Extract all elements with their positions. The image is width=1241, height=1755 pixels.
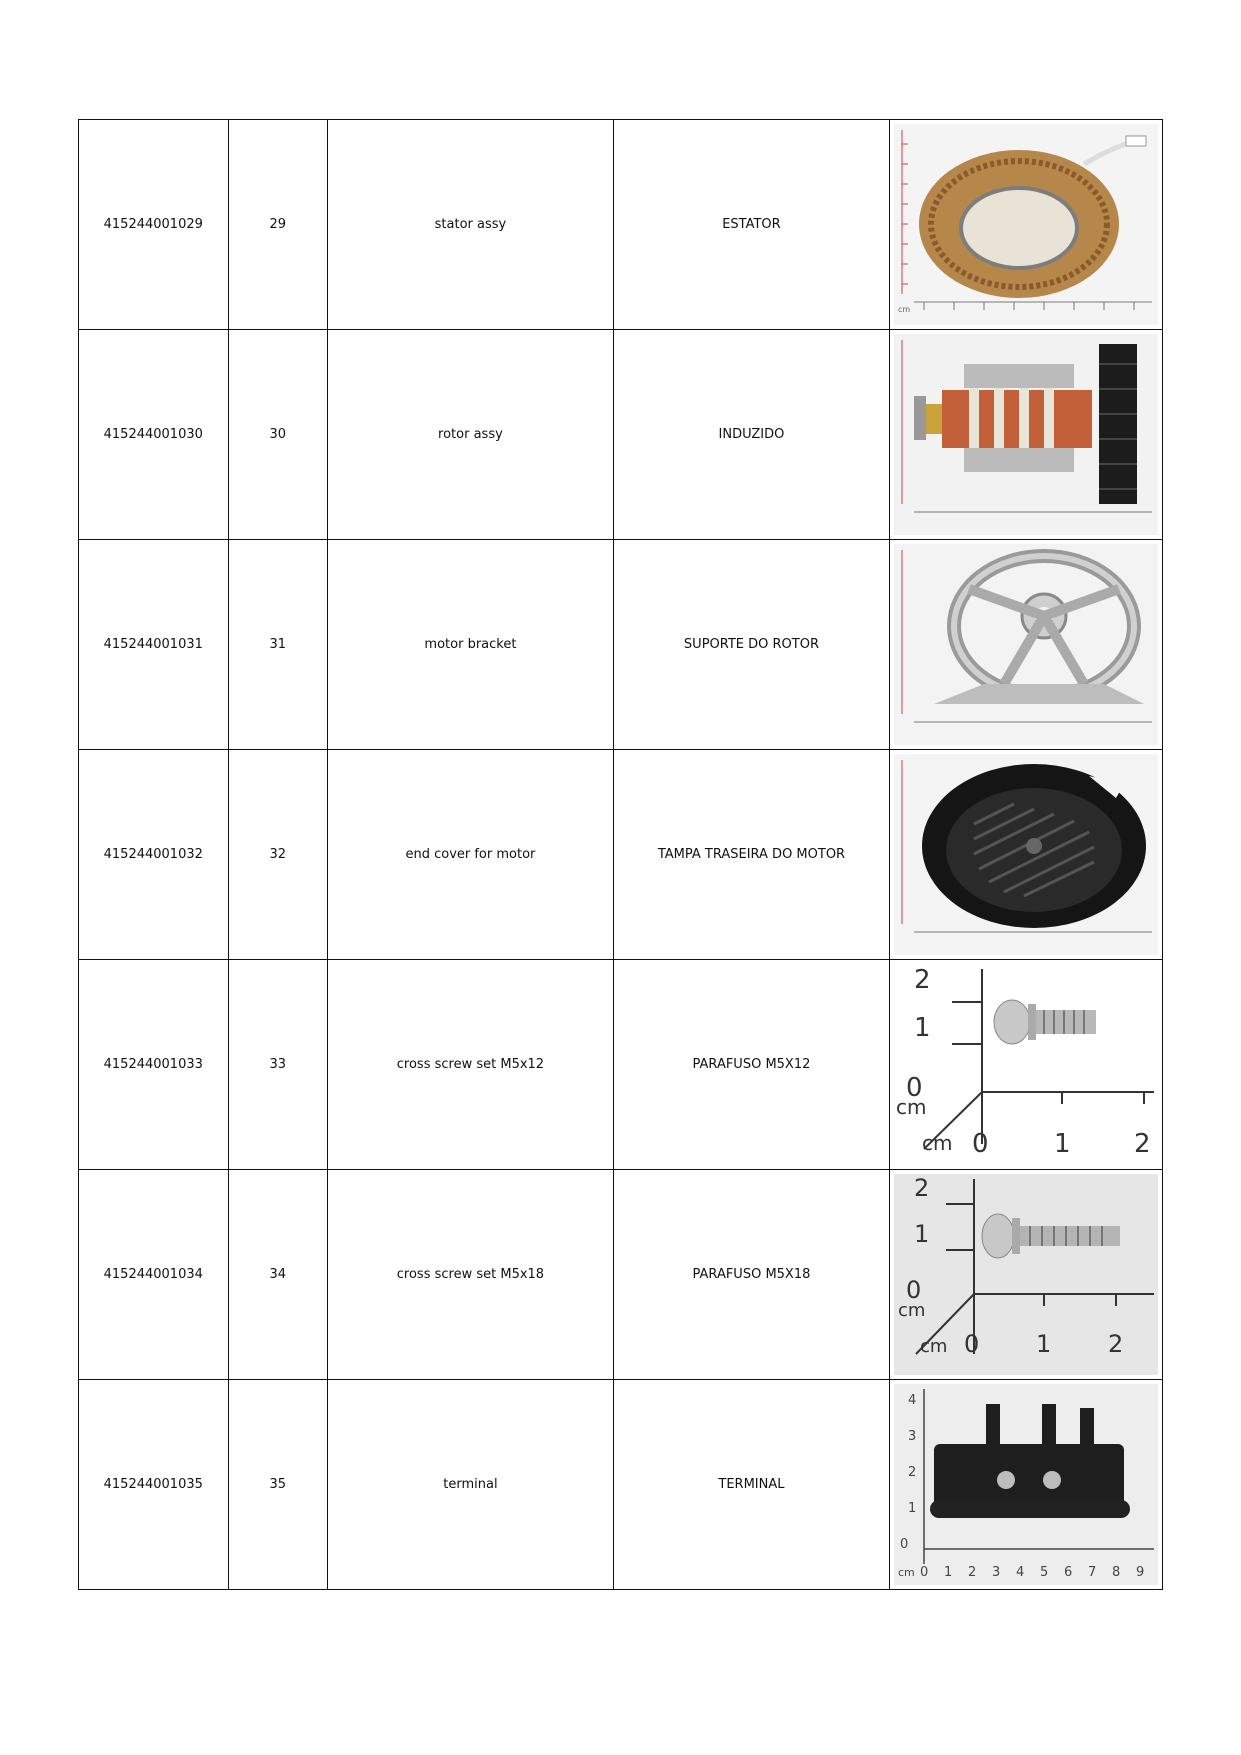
scale-bottom-8: 8 (1111, 1565, 1121, 1580)
description-en: cross screw set M5x12 (327, 960, 613, 1170)
description-pt: SUPORTE DO ROTOR (613, 540, 889, 750)
screw-icon (894, 1174, 1158, 1375)
scale-left-0: 0 (899, 1537, 909, 1552)
scale-unit-left: cm (897, 1300, 926, 1321)
scale-unit-left: cm (895, 1095, 927, 1119)
description-pt: TERMINAL (613, 1380, 889, 1590)
cover-icon (894, 754, 1158, 955)
terminal-icon (894, 1384, 1158, 1585)
scale-left-0: 0 (905, 1276, 922, 1304)
description-pt: ESTATOR (613, 120, 889, 330)
part-code: 415244001032 (79, 750, 229, 960)
scale-bottom-3: 3 (991, 1565, 1001, 1580)
scale-left-3: 3 (907, 1429, 917, 1444)
scale-bottom-1: 1 (1035, 1330, 1052, 1358)
ruler-unit: cm (897, 305, 911, 314)
table-row (79, 120, 1163, 330)
description-en: motor bracket (327, 540, 613, 750)
table-row (79, 330, 1163, 540)
scale-bottom-1: 1 (1053, 1129, 1071, 1159)
scale-left-1: 1 (913, 1013, 931, 1043)
part-photo (889, 960, 1162, 1170)
scale-bottom-6: 6 (1063, 1565, 1073, 1580)
scale-left-2: 2 (913, 965, 931, 995)
scale-left-2: 2 (907, 1465, 917, 1480)
part-photo (889, 1380, 1162, 1590)
description-en: cross screw set M5x18 (327, 1170, 613, 1380)
screw-icon (894, 964, 1158, 1165)
description-pt: INDUZIDO (613, 330, 889, 540)
scale-left-4: 4 (907, 1393, 917, 1408)
part-code: 415244001030 (79, 330, 229, 540)
scale-unit-bottom: cm (919, 1336, 948, 1357)
table-row (79, 750, 1163, 960)
scale-bottom-5: 5 (1039, 1565, 1049, 1580)
scale-bottom-1: 1 (943, 1565, 953, 1580)
scale-bottom-0: 0 (963, 1330, 980, 1358)
table-row (79, 960, 1163, 1170)
table-row (79, 1380, 1163, 1590)
part-code: 415244001033 (79, 960, 229, 1170)
item-number: 35 (228, 1380, 327, 1590)
scale-unit-bottom: cm (921, 1131, 953, 1155)
scale-bottom-9: 9 (1135, 1565, 1145, 1580)
part-code: 415244001029 (79, 120, 229, 330)
part-photo (889, 750, 1162, 960)
part-photo (889, 120, 1162, 330)
description-en: end cover for motor (327, 750, 613, 960)
description-en: stator assy (327, 120, 613, 330)
table-row (79, 1170, 1163, 1380)
item-number: 32 (228, 750, 327, 960)
item-number: 33 (228, 960, 327, 1170)
scale-unit: cm (897, 1566, 915, 1579)
item-number: 30 (228, 330, 327, 540)
description-pt: PARAFUSO M5X18 (613, 1170, 889, 1380)
scale-bottom-2: 2 (967, 1565, 977, 1580)
description-pt: TAMPA TRASEIRA DO MOTOR (613, 750, 889, 960)
scale-bottom-4: 4 (1015, 1565, 1025, 1580)
item-number: 31 (228, 540, 327, 750)
scale-left-2: 2 (913, 1174, 930, 1202)
description-en: terminal (327, 1380, 613, 1590)
item-number: 34 (228, 1170, 327, 1380)
scale-bottom-0: 0 (919, 1565, 929, 1580)
scale-left-0: 0 (905, 1073, 923, 1103)
scale-bottom-2: 2 (1133, 1129, 1151, 1159)
part-code: 415244001035 (79, 1380, 229, 1590)
scale-left-1: 1 (907, 1501, 917, 1516)
parts-table (78, 119, 1163, 1590)
scale-bottom-0: 0 (971, 1129, 989, 1159)
scale-left-1: 1 (913, 1220, 930, 1248)
part-code: 415244001034 (79, 1170, 229, 1380)
rotor-icon (894, 334, 1158, 535)
item-number: 29 (228, 120, 327, 330)
description-pt: PARAFUSO M5X12 (613, 960, 889, 1170)
part-photo (889, 540, 1162, 750)
scale-bottom-2: 2 (1107, 1330, 1124, 1358)
scale-bottom-7: 7 (1087, 1565, 1097, 1580)
part-code: 415244001031 (79, 540, 229, 750)
part-photo (889, 1170, 1162, 1380)
description-en: rotor assy (327, 330, 613, 540)
table-row (79, 540, 1163, 750)
bracket-icon (894, 544, 1158, 745)
part-photo (889, 330, 1162, 540)
stator-icon (894, 124, 1158, 325)
